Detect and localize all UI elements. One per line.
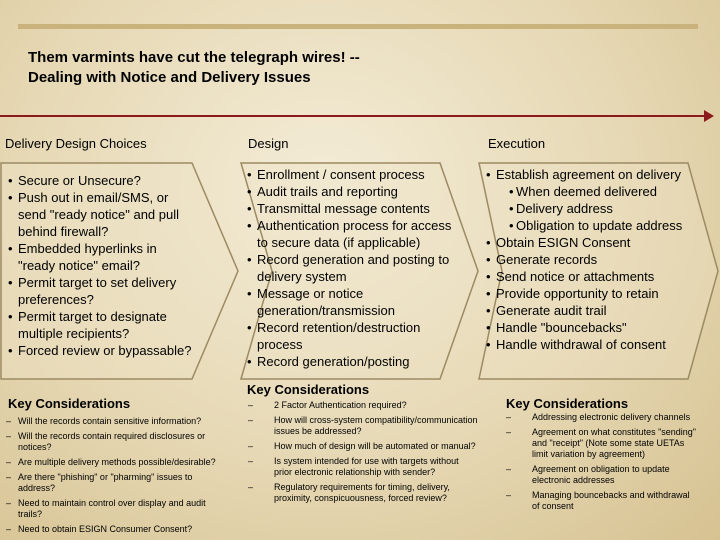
list-item: – Agreement on obligation to update electronic addresses bbox=[502, 464, 698, 486]
list-item: • Obligation to update address bbox=[486, 217, 712, 234]
list-item: – Need to maintain control over display and audit trails? bbox=[6, 498, 228, 520]
list-item: – Regulatory requirements for timing, delivery, proximity, conspicuousness, forced review? bbox=[244, 482, 478, 504]
key-considerations-list-3 bbox=[502, 412, 698, 516]
slide-title: Them varmints have cut the telegraph wires! -- Dealing with Notice and Delivery Issues bbox=[28, 49, 360, 86]
list-item: • Secure or Unsecure? bbox=[8, 172, 194, 189]
list-item: • Provide opportunity to retain bbox=[486, 285, 712, 302]
list-item: • When deemed delivered bbox=[486, 183, 712, 200]
key-considerations-list-1 bbox=[6, 416, 228, 539]
list-item: – Are multiple delivery methods possible/desirable? bbox=[6, 457, 228, 468]
key-considerations-heading-1: Key Considerations bbox=[8, 396, 131, 411]
delivery-design-choices-list bbox=[8, 172, 194, 359]
list-item: – Addressing electronic delivery channels bbox=[502, 412, 698, 423]
list-item: • Obtain ESIGN Consent bbox=[486, 234, 712, 251]
key-considerations-heading-3: Key Considerations bbox=[506, 396, 629, 411]
key-considerations-heading-2: Key Considerations bbox=[247, 382, 370, 397]
list-item: – Agreement on what constitutes "sending" and "receipt" (Note some state UETAs limit variation by agreement) bbox=[502, 427, 698, 460]
list-item: – Need to obtain ESIGN Consumer Consent? bbox=[6, 524, 228, 535]
list-item: • Handle withdrawal of consent bbox=[486, 336, 712, 353]
execution-list bbox=[486, 166, 712, 353]
list-item: • Permit target to designate multiple recipients? bbox=[8, 308, 194, 342]
list-item: – Are there "phishing" or "pharming" issues to address? bbox=[6, 472, 228, 494]
list-item: • Push out in email/SMS, or send "ready notice" and pull behind firewall? bbox=[8, 189, 194, 240]
key-considerations-list-2 bbox=[244, 400, 478, 508]
top-decorative-bar bbox=[18, 24, 698, 29]
list-item: • Send notice or attachments bbox=[486, 268, 712, 285]
list-item: – Will the records contain sensitive information? bbox=[6, 416, 228, 427]
timeline-arrow bbox=[0, 96, 720, 136]
list-item: • Forced review or bypassable? bbox=[8, 342, 194, 359]
list-item: • Transmittal message contents bbox=[247, 200, 457, 217]
list-item: • Delivery address bbox=[486, 200, 712, 217]
list-item: • Generate records bbox=[486, 251, 712, 268]
design-list bbox=[247, 166, 457, 370]
list-item: • Record generation/posting bbox=[247, 353, 457, 370]
list-item: • Generate audit trail bbox=[486, 302, 712, 319]
column-heading-delivery-design-choices: Delivery Design Choices bbox=[5, 136, 147, 151]
list-item: • Record retention/destruction process bbox=[247, 319, 457, 353]
list-item: • Message or notice generation/transmission bbox=[247, 285, 457, 319]
list-item: • Handle "bouncebacks" bbox=[486, 319, 712, 336]
list-item: • Enrollment / consent process bbox=[247, 166, 457, 183]
column-heading-execution: Execution bbox=[488, 136, 546, 151]
list-item: – Managing bouncebacks and withdrawal of consent bbox=[502, 490, 698, 512]
column-heading-design: Design bbox=[248, 136, 289, 151]
list-item: • Authentication process for access to secure data (if applicable) bbox=[247, 217, 457, 251]
list-item: • Permit target to set delivery preferences? bbox=[8, 274, 194, 308]
list-item: – Is system intended for use with targets without prior electronic relationship with sender? bbox=[244, 456, 478, 478]
list-item: – 2 Factor Authentication required? bbox=[244, 400, 478, 411]
list-item: • Embedded hyperlinks in "ready notice" email? bbox=[8, 240, 194, 274]
list-item: • Record generation and posting to delivery system bbox=[247, 251, 457, 285]
list-item: – How will cross-system compatibility/communication issues be addressed? bbox=[244, 415, 478, 437]
list-item: • Audit trails and reporting bbox=[247, 183, 457, 200]
list-item: – How much of design will be automated or manual? bbox=[244, 441, 478, 452]
list-item: – Will the records contain required disclosures or notices? bbox=[6, 431, 228, 453]
list-item: • Establish agreement on delivery bbox=[486, 166, 712, 183]
